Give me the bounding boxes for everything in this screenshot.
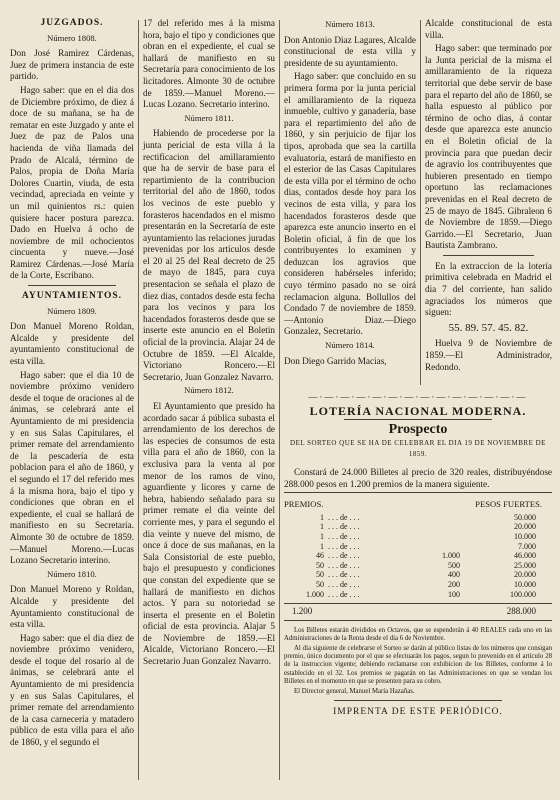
prize-amount: 100 [448,589,460,599]
prize-de: . . . de . . . [328,579,360,589]
notice-paragraph: Alcalde constitucional de esta villa. [425,18,552,40]
column-1 [10,18,134,751]
prize-row [284,522,552,532]
notice-paragraph: Hago saber: que el dia diez de noviembre próximo venidero, desde el toque del rosario al de ánimas, se celebrará ante el Ayuntamiento de mi presidencia y en sus Salas Capitulares, el primer remate del arrendamiento de la casa carnecería y matadero público de esta villa para el año de 1860, y el segundo el [10,632,134,748]
notice-number: Número 1810. [47,568,97,579]
notice-number: Número 1811. [184,112,234,123]
prize-total: 46.000 [514,551,536,561]
prize-row [284,542,552,552]
prize-total: 100.000 [510,589,536,599]
prize-amount: 200 [448,579,460,589]
prize-count: 1 [320,531,324,541]
lottery-announcement [284,390,552,719]
total-pesos: 288.000 [506,606,536,617]
prize-total: 20.000 [514,522,536,532]
prize-row [284,551,552,561]
divider [344,419,492,420]
prize-row [284,570,552,580]
divider [443,255,534,256]
prize-count: 1.000 [306,589,324,599]
column-3 [284,18,416,369]
notice-number: Número 1814. [325,340,375,351]
section-header-ayuntamientos: AYUNTAMIENTOS. [21,291,123,302]
prize-amount: 500 [448,560,460,570]
column-2 [143,18,275,670]
ornament-divider: —·—·—·—·—·—·—·—·—·—·—·—·—·— [308,392,528,402]
prize-de: . . . de . . . [328,551,360,561]
notice-paragraph: Don Manuel Moreno y Roldan, Alcalde y presidente del Ayuntamiento constitucional de esta villa. [10,584,134,630]
prize-total: 7.000 [518,541,536,551]
notice-paragraph: Hago saber: que terminado por la Junta pericial de la misma el amillaramiento de la riqueza territorial que debe servir de base para el reparto del año de 1860, se halla espuesto al público por término de ocho dias, á contar desde que aparezca este anuncio en el Boletin oficial de la provincia para que puedan decir de agravio los contribuyentes que hubieren presentado en tiempo oportuno las reclamaciones prevenidas en el Real decreto de 25 de mayo de 1845. Gibraleon 6 de Noviembre de 1859.—Diego Garrido.—El Secretario, Juan Bautista Zambrano. [425,43,552,251]
notice-number: Número 1813. [325,19,375,29]
fine-print: El Director general, Manuel María Hazañas. [294,687,415,695]
total-premios: 1.200 [292,606,313,617]
prize-count: 1 [320,541,324,551]
printer-imprint: IMPRENTA DE ESTE PERIÓDICO. [333,706,503,717]
prize-count: 46 [316,551,324,561]
prize-count: 50 [316,560,324,570]
prize-de: . . . de . . . [328,541,360,551]
prize-count: 50 [316,570,324,580]
prize-total: 20.000 [514,570,536,580]
prize-de: . . . de . . . [328,512,360,522]
prize-de: . . . de . . . [328,589,360,599]
prize-amount [400,532,460,542]
prize-amount [400,513,460,523]
divider [284,492,552,493]
notice-paragraph: Hago saber: que concluido en su primera forma por la junta pericial el amillaramiento de la riqueza inmueble, cultivo y ganadería, base para el repartimiento del año de 1860, y sin perjuicio de fijar los tipos, aprobada que sea la cartilla evaluatoria, estará de manifiesto en el esterior de las Casas Capitulares de esta villa por el término de ocho dias, contados desde hoy para los vecinos de esta villa, y para los hacendados forasteros desde que aparezca este anuncio inserto en el Boletin oficial, á fin de que los contribuyentes lo examinen y deduzcan los agravios que consideren habérseles inferido; cuyo término pasado no se oirá reclamacion alguna. Bollullos del Condado 7 de noviembre de 1859. —Antonio Diaz.—Diego Gonzalez, Secretario. [284,71,416,337]
prize-de: . . . de . . . [328,531,360,541]
prize-table [284,513,552,599]
notice-paragraph: Hago saber: que el dia 10 de noviembre próximo venidero desde el toque de oraciones al de ánimas, se celebrará ante el Ayuntamiento de mi presidencia y en sus Salas Capitulares, el primer remate del arrendamiento de la pescadería de esta poblacion para el año de 1860, y el segundo el 17 del referido mes á la misma hora, bajo el tipo y condiciones que obran en el expediente, el cual se hallará de manifiesto en su Secretaría. Almonte 30 de octubre de 1859.—Manuel Moreno.—Lucas Lozano Secretario interino. [10,369,134,566]
prize-total: 10.000 [514,579,536,589]
prize-amount: 1.000 [442,551,460,561]
prize-totals [284,606,552,618]
prize-count: 1 [320,522,324,532]
notice-paragraph: Habiendo de procederse por la junta pericial de esta villa á la rectificacion del amillaramiento que ha de servir de base para el repartimiento de la contribucion territorial del año de 1860, todos los vecinos de este pueblo y forasteros hacendados en el mismo presentarán en la Secretaría de este ayuntamiento las relaciones juradas prevenidas por los artículos desde el 20 al 25 del Real decreto de 25 de mayo de 1845, para cuya presentacion se señala el plazo de diez dias, contados desde esta fecha para los vecinos y para los hacendados forasteros desde que se inserte este anuncio en el Boletin oficial de la provincia. Alajar 24 de Octubre de 1859. —El Alcalde, Victoriano Roncero.—El Secretario, Juan Gonzalez Navarro. [143,128,275,382]
prize-count: 50 [316,579,324,589]
column-4 [425,18,552,375]
prize-row [284,580,552,590]
notice-number: Número 1808. [47,32,97,43]
prize-row [284,513,552,523]
prize-row [284,590,552,600]
prize-row [284,561,552,571]
fine-print: Al dia siguiente de celebrarse el Sorteo se darán al público listas de los números que consigan premio, único documento por el que se efectuarán los pagos, segun lo prevenido en el artículo 28 de la instruccion vigente; debiendo reclamarse con exhibicion de los Billetes, conforme á lo establecido en el 32. Los premios se pagarán en las Administraciones en que se vendan los Billetes en el momento en que se presenten para su cobro. [284,644,552,686]
prize-row [284,532,552,542]
prize-amount: 400 [448,570,460,580]
prize-amount [400,522,460,532]
prize-column-header: PREMIOS. [284,499,324,510]
divider [284,620,552,621]
divider [28,285,116,286]
notice-paragraph: 17 del referido mes á la misma hora, bajo el tipo y condiciones que obran en el expediente, el cual se hallará de manifiesto en su Secretaría para conocimiento de los licitadores. Almonte 30 de octubre de 1859.—Manuel Moreno.—Lucas Lozano. Secretario interino. [143,18,275,110]
prize-table-header [284,499,552,511]
column-rule [420,20,421,385]
notice-paragraph: Hago saber: que en el dia dos de Diciembre próximo, de diez á doce de su mañana, se ha de rematar en este Juzgado y ante el Juez de paz de Palos una hacienda de viña llamada del Prado de Alcalá, término de Palos, propia de Doña María Dolores Cuartin, viuda, de esta vecindad, apreciada en veinte y un mil quinientos rs.: quien quisiere hacer postura parezca. Dado en Huelva á ocho de noviembre de mil ochocientos cincuenta y nueve.—José Ramirez Cárdenas.—José María de la Corte, Escribano. [10,84,134,281]
section-header-juzgados: JUZGADOS. [40,18,104,28]
prize-total: 10.000 [514,531,536,541]
pesos-column-header: PESOS FUERTES. [475,499,542,510]
lottery-results-paragraph: En la extraccion de la lotería primitiva celebrada en Madrid el dia 7 del corriente, han salido agraciados los números que siguen: [425,260,552,318]
column-rule [138,20,139,780]
prize-count: 1 [320,512,324,522]
notice-number: Número 1812. [184,385,234,396]
notice-number: Número 1809. [47,305,97,316]
divider [334,700,502,701]
divider [284,603,552,604]
notice-paragraph: Don Diego Garrido Macias, [284,355,387,366]
prize-amount [400,542,460,552]
column-rule [279,20,280,780]
notice-paragraph: Don Antonio Diaz Lagares, Alcalde constitucional de esta villa y presidente de su ayuntamiento. [284,34,416,68]
lottery-intro: Constará de 24.000 Billetes al precio de 320 reales, distribuyéndose 288.000 pesos en 1.200 premios de la manera siguiente. [284,466,552,489]
fine-print: Los Billetes estarán divididos en Octavos, que se espenderán á 40 REALES cada uno en las Administraciones de la Renta desde el dia 6 de Noviembre. [284,626,552,643]
notice-paragraph: El Ayuntamiento que presido ha acordado sacar á pública subasta el arrendamiento de los derechos de las especies de consumos de esta villa para el año de 1860, con la exclusiva para la venta al por menor de los ramos de vino, aguardiente y licores y carne de hebra, habiendo señalado para su primer remate el dia veinte del corriente mes, y para el segundo el dia veinte y nueve del mismo, de once á doce de sus mañanas, en la Sala Consistorial de este pueblo, bajo el presupuesto y condiciones que constan del expediente que se hallará de manifiesto en dichos actos. Y para su notoriedad se inserta el presente en el Boletin oficial de esta provincia. Alajar 5 de Noviembre de 1859.—El Alcalde, Victoriano Roncero.—El Secretario Juan Gonzalez Navarro. [143,401,275,667]
draw-date-line: DEL SORTEO QUE SE HA DE CELEBRAR EL DIA 19 DE NOVIEMBRE DE 1859. [290,438,546,459]
prize-de: . . . de . . . [328,570,360,580]
prize-de: . . . de . . . [328,560,360,570]
signature-paragraph: Huelva 9 de Noviembre de 1859.—El Administrador, Redondo. [425,338,552,372]
prize-total: 50.000 [514,512,536,522]
notice-paragraph: Don José Ramirez Cárdenas, Juez de primera instancia de este partido. [10,48,134,82]
prize-total: 25.000 [514,560,536,570]
lottery-title: LOTERÍA NACIONAL MODERNA. [309,403,527,418]
prize-de: . . . de . . . [328,522,360,532]
winning-numbers: 55. 89. 57. 45. 82. [448,321,529,334]
notice-paragraph: Don Manuel Moreno Roldan, Alcalde y presidente del ayuntamiento constitucional de esta villa. [10,321,134,367]
prospecto-heading: Prospecto [388,422,448,438]
